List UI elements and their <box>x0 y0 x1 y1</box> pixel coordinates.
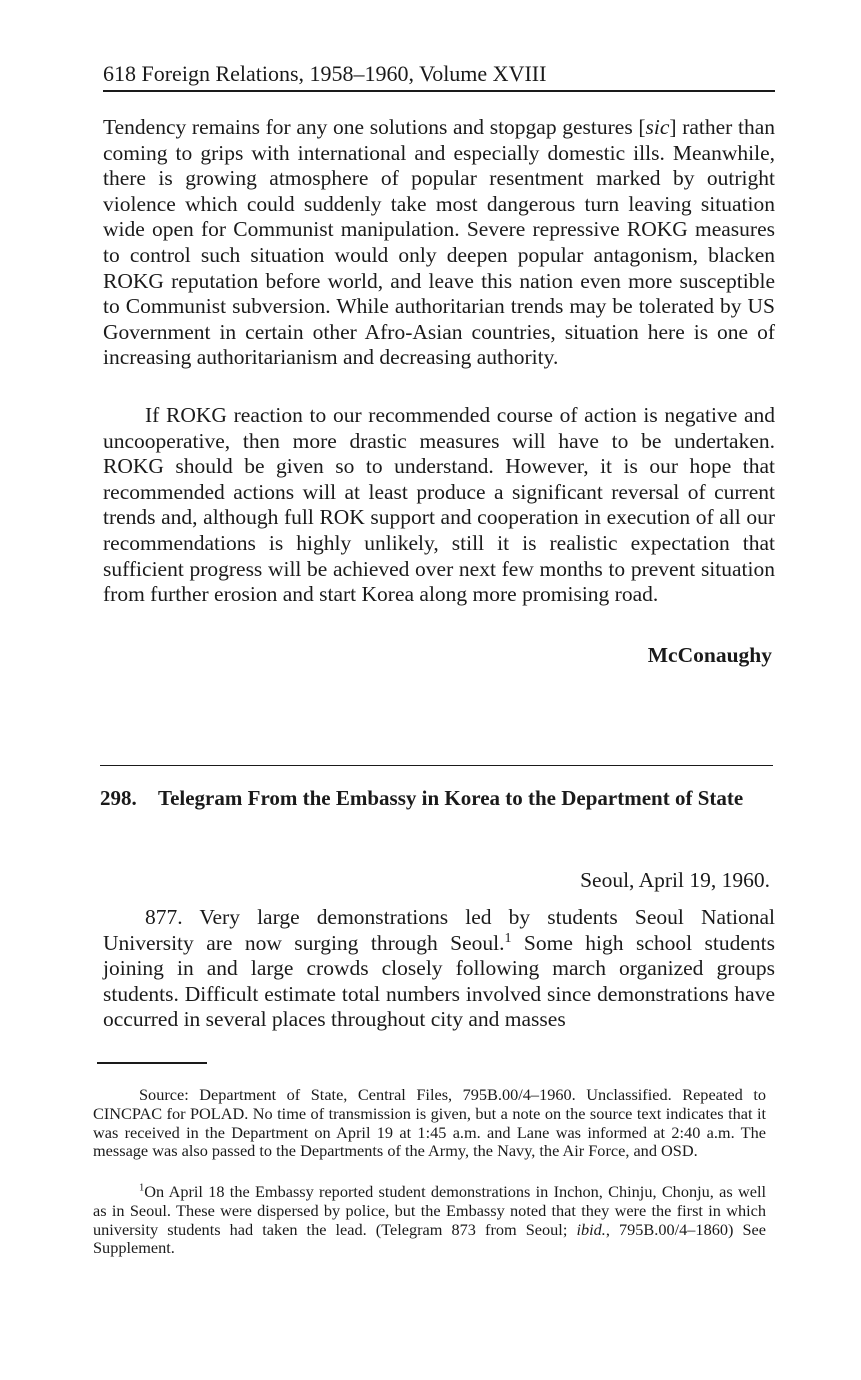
document-number: 298. <box>100 786 137 810</box>
page-number: 618 <box>103 61 136 86</box>
footnote-reference: 1 <box>504 930 512 946</box>
header-rule <box>103 90 775 92</box>
document-title: Telegram From the Embassy in Korea to the Department of State <box>158 786 744 810</box>
footnote-marker: 1 <box>139 1182 145 1194</box>
dateline: Seoul, April 19, 1960. <box>580 868 770 892</box>
footnote-rule <box>97 1062 207 1064</box>
section-divider <box>100 765 773 766</box>
page-header <box>103 60 775 92</box>
telegram-body: 877. Very large demonstrations led by students Seoul National University are now surging through Seoul.$^1$ Some high school students joining in and large crowds closely following march organized groups students. Difficult estimate total numbers involved since demonstrations have occurred in several places throughout city and masses <box>103 905 775 1032</box>
footnote-1: $^1$On April 18 the Embassy reported student demonstrations in Inchon, Chinju, Chonju, as well as in Seoul. These were dispersed by police, but the Embassy noted that they were the first in which university students had taken the lead. (Telegram 873 from Seoul; ibid., 795B.00/4–1860) See Supplement. <box>93 1182 766 1258</box>
document-heading <box>100 787 760 810</box>
signature: McConaughy <box>647 643 772 667</box>
running-head <box>103 60 775 88</box>
running-title: Foreign Relations, 1958–1960, Volume XVIII <box>141 61 547 86</box>
paragraph-1: Tendency remains for any one solutions and stopgap gestures [sic] rather than coming to grips with international and especially domestic ills. Meanwhile, there is growing atmosphere of popular resentment marked by outright violence which could suddenly take most dangerous turn leaving situation wide open for Communist manipulation. Severe repressive ROKG measures to control such situation would only deepen popular antagonism, blacken ROKG reputation before world, and leave this nation even more susceptible to Communist subversion. While authoritarian trends may be tolerated by US Government in certain other Afro-Asian countries, situation here is one of increasing authoritarianism and decreasing authority. <box>103 115 775 370</box>
source-note: Source: Department of State, Central Files, 795B.00/4–1960. Unclassified. Repeated to CINCPAC for POLAD. No time of transmission is given, but a note on the source text indicates that it was received in the Department on April 19 at 1:45 a.m. and Lane was informed at 2:40 a.m. The message was also passed to the Departments of the Army, the Navy, the Air Force, and OSD. <box>93 1085 766 1161</box>
sic-italic: sic <box>645 115 670 139</box>
paragraph-2: If ROKG reaction to our recommended course of action is negative and uncooperative, then more drastic measures will have to be undertaken. ROKG should be given so to understand. However, it is our hope that recommended actions will at least produce a significant reversal of current trends and, although full ROK support and cooperation in execution of all our recommendations is highly unlikely, still it is realistic expectation that sufficient progress will be achieved over next few months to prevent situation from further erosion and start Korea along more promising road. <box>103 403 775 607</box>
